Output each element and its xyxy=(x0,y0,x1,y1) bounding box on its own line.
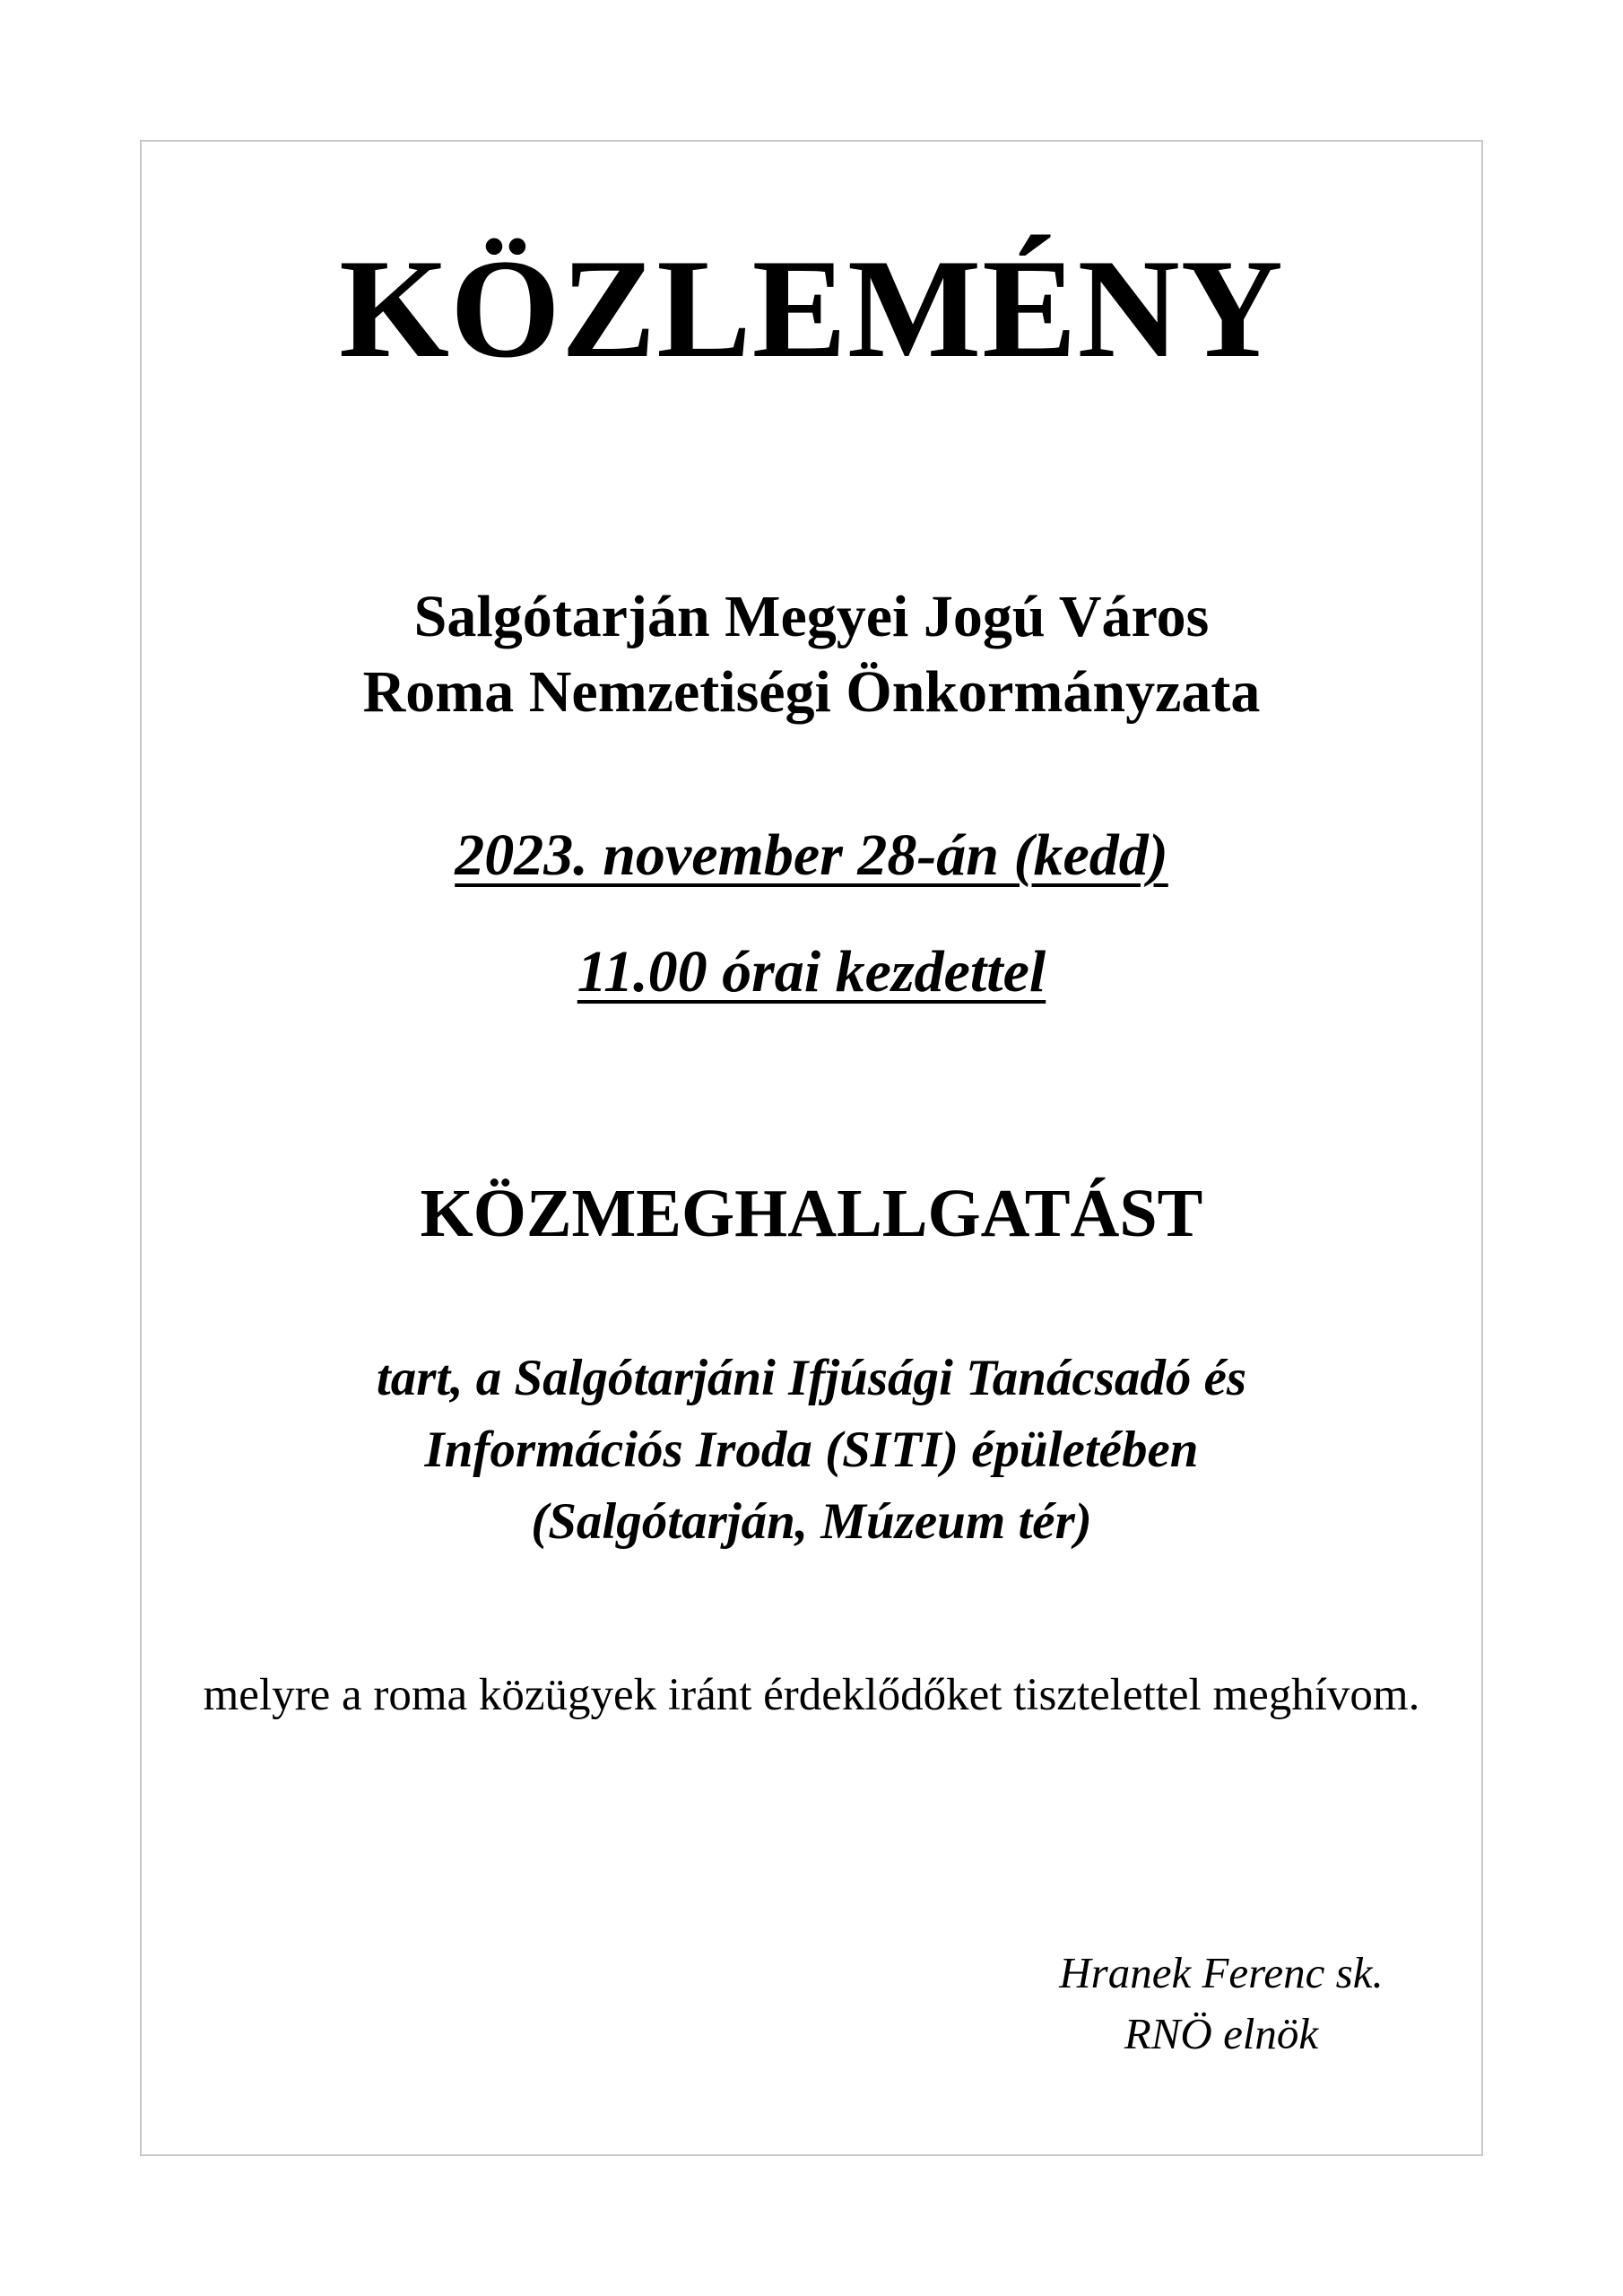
event-name: KÖZMEGHALLGATÁST xyxy=(420,1176,1203,1251)
notice-title: KÖZLEMÉNY xyxy=(339,230,1284,387)
location-line-3: (Salgótarján, Múzeum tér) xyxy=(531,1493,1092,1550)
signature-role: RNÖ elnök xyxy=(1124,2009,1319,2058)
page-border xyxy=(140,140,1483,2156)
event-time xyxy=(140,936,1483,1008)
location-line-2: Információs Iroda (SITI) épületében xyxy=(424,1422,1199,1478)
organization-line-2: Roma Nemzetiségi Önkormányzata xyxy=(362,659,1261,725)
signature-name: Hranek Ferenc sk. xyxy=(1059,1948,1384,1997)
invitation-text: melyre a roma közügyek iránt érdeklődőket tisztelettel meghívom. xyxy=(203,1670,1420,1720)
event-date-text: 2023. november 28-án (kedd) xyxy=(455,822,1168,888)
event-time-text: 11.00 órai kezdettel xyxy=(577,939,1046,1004)
event-date xyxy=(140,820,1483,891)
organization-line-1: Salgótarján Megyei Jogú Város xyxy=(413,584,1210,649)
location-line-1: tart, a Salgótarjáni Ifjúsági Tanácsadó és xyxy=(376,1350,1247,1406)
